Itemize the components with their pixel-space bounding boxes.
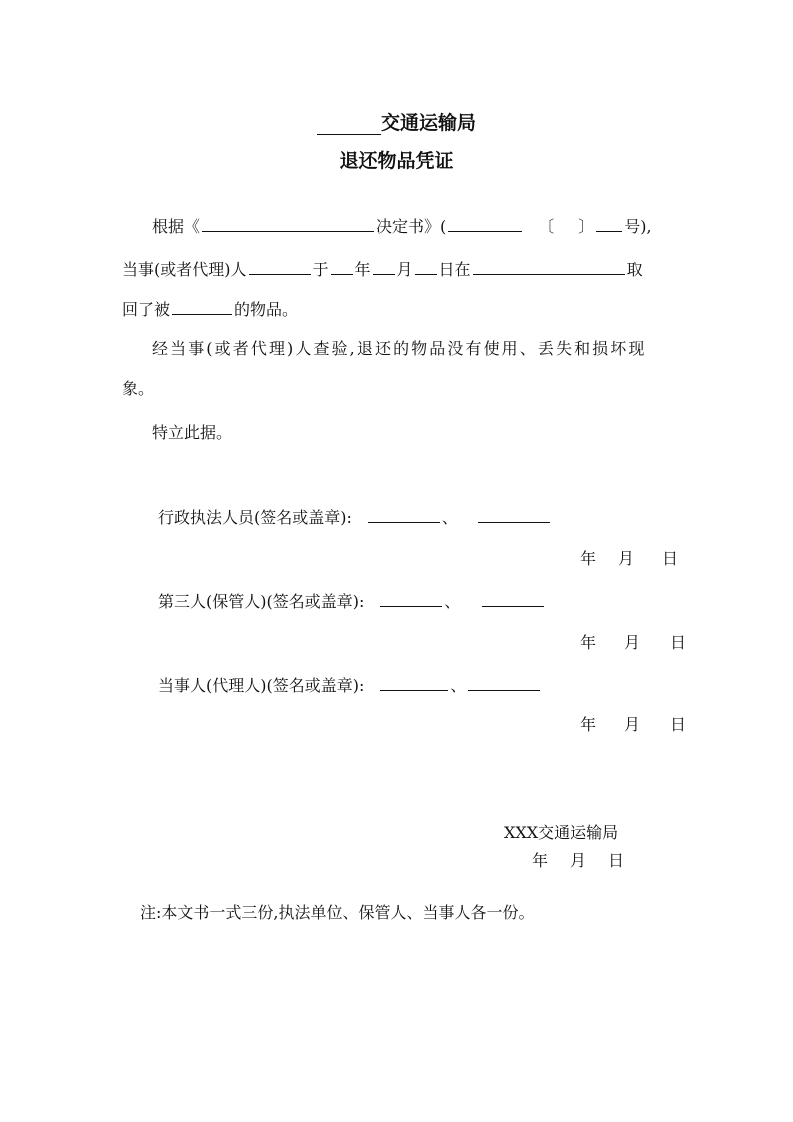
day-blank xyxy=(415,256,437,275)
party-text-take: 取 xyxy=(626,260,643,279)
officer-date-month: 月 xyxy=(618,549,635,568)
issuer-name: XXX交通运输局 xyxy=(504,823,619,842)
party-text-at: 日在 xyxy=(438,260,471,279)
third-party-separator: 、 xyxy=(444,592,461,611)
paragraph-party xyxy=(122,256,643,281)
bracket-close: 〕 xyxy=(578,217,595,236)
agency-suffix: 交通运输局 xyxy=(380,112,476,134)
decision-number-blank xyxy=(596,213,622,232)
items-text-b: 的物品。 xyxy=(234,300,299,319)
paragraph-basis xyxy=(152,213,652,238)
party-date xyxy=(580,712,686,735)
document-title: 退还物品凭证 xyxy=(339,150,454,172)
paragraph-inspection: 经当事(或者代理)人查验,退还的物品没有使用、丢失和损坏现 xyxy=(152,339,647,358)
officer-date-day: 日 xyxy=(662,549,679,568)
party-text-b: 于 xyxy=(312,260,329,279)
party-text-a: 当事(或者代理)人 xyxy=(122,260,247,279)
third-party-signature-blank-2 xyxy=(482,588,544,607)
third-party-date-year: 年 xyxy=(580,633,597,652)
items-text-a: 回了被 xyxy=(122,300,171,319)
officer-date xyxy=(580,546,678,569)
paragraph-items xyxy=(122,296,298,321)
officer-date-year: 年 xyxy=(580,549,597,568)
officer-signature-row xyxy=(158,504,552,529)
party-label: 当事人(代理人)(签名或盖章): xyxy=(158,676,365,695)
officer-signature-blank-2 xyxy=(478,504,550,523)
party-separator: 、 xyxy=(450,676,467,695)
third-party-date xyxy=(580,630,686,653)
party-text-year: 年 xyxy=(354,260,371,279)
party-signature-row xyxy=(158,672,542,697)
party-date-day: 日 xyxy=(670,715,687,734)
paragraph-inspection-cont: 象。 xyxy=(122,379,155,398)
party-signature-blank-1 xyxy=(380,672,448,691)
decision-name-blank xyxy=(202,213,374,232)
year-blank xyxy=(331,256,353,275)
officer-label: 行政执法人员(签名或盖章): xyxy=(158,508,352,527)
items-action-blank xyxy=(172,296,232,315)
party-text-month: 月 xyxy=(396,260,413,279)
third-party-signature-row xyxy=(158,588,546,613)
basis-text-e: 号), xyxy=(624,217,652,236)
issuer-date-month: 月 xyxy=(570,851,587,870)
month-blank xyxy=(373,256,395,275)
officer-separator: 、 xyxy=(441,508,458,527)
party-date-year: 年 xyxy=(580,715,597,734)
third-party-label: 第三人(保管人)(签名或盖章): xyxy=(158,592,365,611)
party-date-month: 月 xyxy=(624,715,641,734)
location-blank xyxy=(473,256,625,275)
party-name-blank xyxy=(249,256,311,275)
third-party-signature-blank-1 xyxy=(380,588,442,607)
third-party-date-month: 月 xyxy=(624,633,641,652)
issuer-date-year: 年 xyxy=(532,851,549,870)
paragraph-receipt: 特立此据。 xyxy=(152,423,233,442)
third-party-date-day: 日 xyxy=(670,633,687,652)
agency-name-blank xyxy=(317,114,381,135)
basis-text-a: 根据《 xyxy=(152,217,201,236)
basis-text-b: 决定书》( xyxy=(376,217,447,236)
officer-signature-blank-1 xyxy=(368,504,440,523)
agency-title xyxy=(0,108,793,135)
issuer-date-day: 日 xyxy=(608,851,625,870)
decision-code-blank xyxy=(448,213,522,232)
party-signature-blank-2 xyxy=(468,672,540,691)
issuer-date xyxy=(532,848,624,871)
bracket-open: 〔 xyxy=(538,217,555,236)
footnote: 注:本文书一式三份,执法单位、保管人、当事人各一份。 xyxy=(140,903,535,922)
